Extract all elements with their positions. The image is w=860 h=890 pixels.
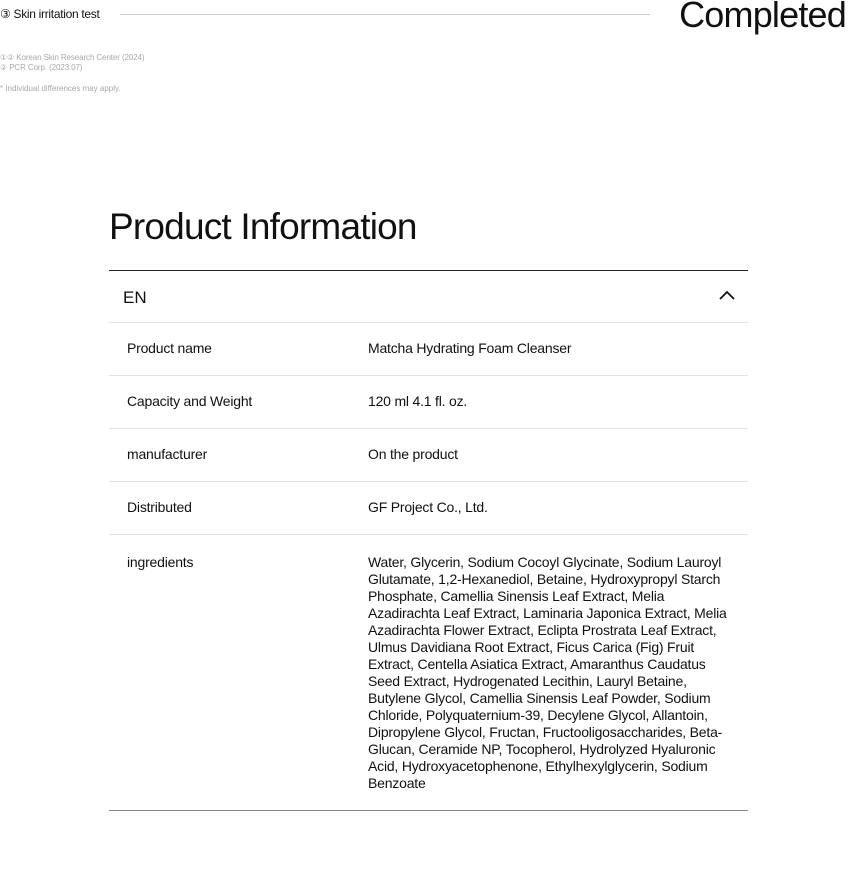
test-status: Completed xyxy=(679,0,846,35)
row-value: GF Project Co., Ltd. xyxy=(368,499,488,515)
ingredients-value: Water, Glycerin, Sodium Cocoyl Glycinate, Sodium Lauroyl Glutamate, 1,2-Hexanediol, Betaine, Hydroxypropyl Starch Phosphate, Camellia Sinensis Leaf Extract, Melia Azadirachta Leaf Extract, Laminaria Japonica Extract, Melia Azadirachta Flower Extract, Eclipta Prostrata Leaf Extract, Ulmus Davidiana Root Extract, Ficus Carica (Fig) Fruit Extract, Centella Asiatica Extract, Amaranthus Caudatus Seed Extract, Hydrogenated Lecithin, Lauryl Betaine, Butylene Glycol, Camellia Sinensis Leaf Powder, Sodium Chloride, Polyquaternium-39, Decylene Glycol, Allantoin, Dipropylene Glycol, Fructan, Fructooligosaccharides, Beta-Glucan, Ceramide NP, Tocopherol, Hydrolyzed Hyaluronic Acid, Hydroxyacetophenone, Ethylhexylglycerin, Sodium Benzoate xyxy=(368,554,727,791)
source-note: ② PCR Corp. (2023.07) xyxy=(0,63,83,72)
row-label: manufacturer xyxy=(127,446,208,462)
table-row xyxy=(109,376,748,429)
divider-line xyxy=(120,14,650,15)
source-notes xyxy=(0,53,145,73)
disclaimer: * Individual differences may apply. xyxy=(0,84,121,93)
section-title: Product Information xyxy=(109,206,417,247)
chevron-up-icon[interactable] xyxy=(718,287,736,305)
test-label: ③ Skin irritation test xyxy=(0,7,100,21)
row-value: Matcha Hydrating Foam Cleanser xyxy=(368,340,572,356)
skin-irritation-test-row xyxy=(0,0,860,35)
row-value: On the product xyxy=(368,446,458,462)
product-info-table xyxy=(109,270,748,811)
table-row xyxy=(109,482,748,535)
row-value: 120 ml 4.1 fl. oz. xyxy=(368,393,468,409)
row-label: ingredients xyxy=(127,554,194,570)
language-accordion-header[interactable] xyxy=(109,271,748,323)
row-label: Capacity and Weight xyxy=(127,393,253,409)
row-label: Product name xyxy=(127,340,212,356)
table-row xyxy=(109,535,748,811)
language-label: EN xyxy=(123,288,147,307)
table-row xyxy=(109,429,748,482)
source-note: ①② Korean Skin Research Center (2024) xyxy=(0,53,145,62)
table-row xyxy=(109,323,748,376)
row-label: Distributed xyxy=(127,499,192,515)
